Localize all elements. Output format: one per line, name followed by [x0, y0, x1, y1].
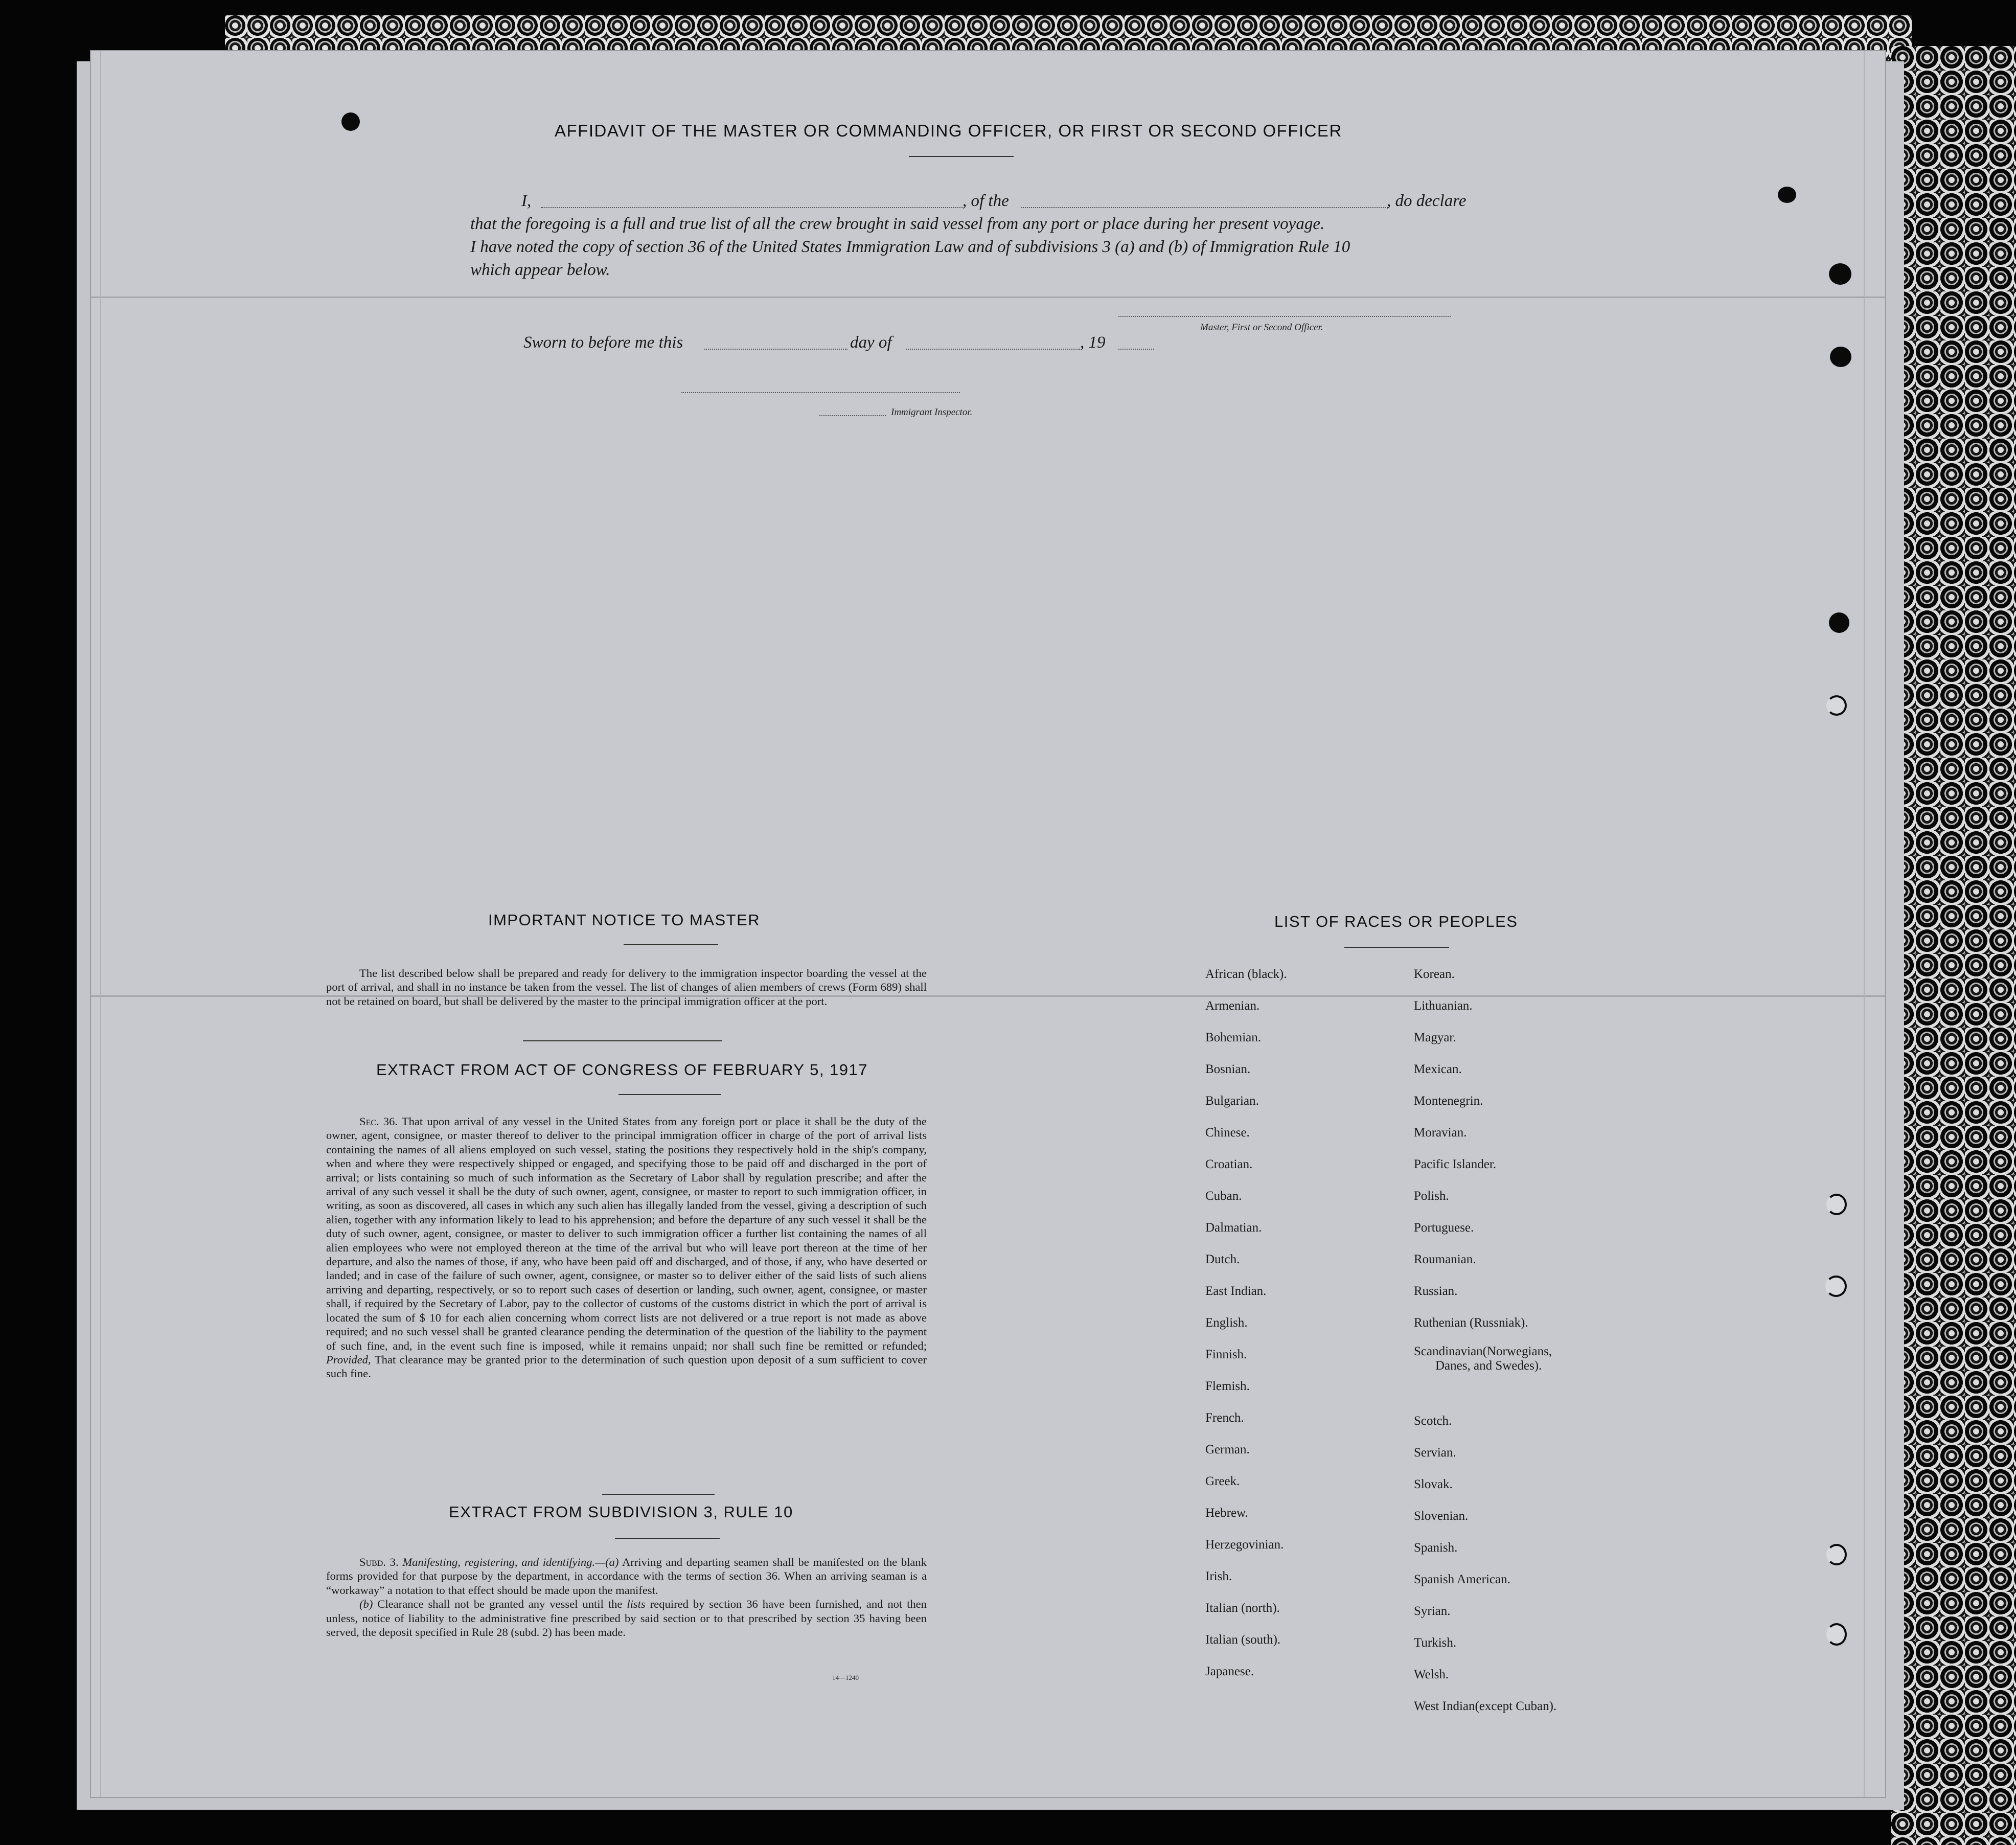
notice-underline	[624, 944, 718, 945]
affidavit-line1-i: I,	[521, 192, 532, 210]
race-item: Finnish.	[1205, 1348, 1247, 1361]
race-item: Slovenian.	[1414, 1509, 1469, 1523]
rule-underline	[615, 1538, 720, 1539]
punch-hole	[1826, 695, 1847, 716]
race-item: German.	[1205, 1443, 1250, 1456]
sworn-year-label: , 19	[1080, 333, 1106, 352]
race-item: East Indian.	[1205, 1284, 1267, 1298]
race-item: Dutch.	[1205, 1252, 1240, 1266]
race-item: Italian (north).	[1205, 1601, 1280, 1615]
name-blank[interactable]	[541, 207, 963, 208]
race-item: West Indian(except Cuban).	[1414, 1699, 1557, 1713]
affidavit-line4: which appear below.	[470, 261, 610, 279]
act-extract-title: EXTRACT FROM ACT OF CONGRESS OF FEBRUARY 5, 1917	[376, 1061, 868, 1079]
section-label: Sec. 36.	[359, 1115, 398, 1128]
paragraph-b-start: Clearance shall not be granted any vessel until the	[377, 1598, 623, 1611]
affidavit-line2: that the foregoing is a full and true list of all the crew brought in said vessel from any port or place during her present voyage.	[470, 215, 1325, 233]
affidavit-line3: I have noted the copy of section 36 of the United States Immigration Law and of subdivisions 3 (a) and (b) of Immigration Rule 10	[470, 238, 1350, 256]
race-item: Irish.	[1205, 1569, 1232, 1583]
paragraph-a: Arriving and departing seamen shall be manifested on the blank forms provided for that purpose by the department, in accordance with the terms of section 36. When an arriving seaman is a “workaway” a notation to that effect should be made upon the manifest.	[326, 1556, 927, 1597]
inspector-signature-blank[interactable]	[681, 392, 960, 393]
race-item: Armenian.	[1205, 999, 1260, 1013]
race-item: Bohemian.	[1205, 1031, 1262, 1044]
page-edge	[100, 51, 101, 1797]
race-item: Spanish.	[1414, 1541, 1458, 1555]
officer-signature-blank[interactable]	[1118, 316, 1451, 317]
races-underline	[1344, 947, 1449, 948]
vessel-blank[interactable]	[1021, 207, 1389, 208]
race-item: Spanish American.	[1414, 1573, 1510, 1586]
race-item: Mexican.	[1414, 1062, 1462, 1076]
race-item: Moravian.	[1414, 1126, 1467, 1140]
sworn-month-blank[interactable]	[906, 349, 1080, 350]
race-item: Russian.	[1414, 1284, 1458, 1298]
punch-hole	[1829, 612, 1849, 633]
race-item: Portuguese.	[1414, 1221, 1474, 1235]
race-item: Pacific Islander.	[1414, 1157, 1497, 1171]
sworn-year-blank[interactable]	[1118, 349, 1154, 350]
race-item: Italian (south).	[1205, 1633, 1281, 1647]
proviso-text: That clearance may be granted prior to the determination of such question upon deposit of a sum sufficient to cover such fine.	[326, 1353, 927, 1380]
act-underline	[618, 1094, 721, 1095]
document-page	[91, 51, 1885, 1797]
race-item: Herzegovinian.	[1205, 1538, 1284, 1552]
race-item: Dalmatian.	[1205, 1221, 1262, 1235]
punch-hole	[1826, 1544, 1847, 1565]
race-item: Ruthenian (Russniak).	[1414, 1316, 1528, 1330]
race-item: Japanese.	[1205, 1665, 1254, 1678]
sworn-day-label: day of	[850, 333, 892, 352]
notice-text	[326, 966, 927, 1008]
affidavit-line1-of: , of the	[963, 192, 1009, 210]
title-underline	[909, 156, 1014, 157]
races-title: LIST OF RACES OR PEOPLES	[1274, 913, 1518, 930]
race-item: Servian.	[1414, 1446, 1456, 1460]
race-item: Lithuanian.	[1414, 999, 1473, 1013]
race-item: Slovak.	[1414, 1477, 1453, 1491]
inspector-label: Immigrant Inspector.	[891, 407, 973, 418]
race-item: Syrian.	[1414, 1604, 1451, 1618]
race-item: Chinese.	[1205, 1126, 1250, 1140]
race-item: French.	[1205, 1411, 1244, 1425]
decorative-border-right	[1891, 46, 2016, 1845]
race-item: English.	[1205, 1316, 1248, 1330]
race-item: Hebrew.	[1205, 1506, 1248, 1520]
race-item: Bosnian.	[1205, 1062, 1251, 1076]
race-item: Bulgarian.	[1205, 1094, 1259, 1108]
section-divider	[523, 1040, 722, 1041]
section-divider	[602, 1494, 715, 1495]
race-item: Roumanian.	[1414, 1252, 1476, 1266]
rule-extract-text	[326, 1555, 927, 1639]
affidavit-title: AFFIDAVIT OF THE MASTER OR COMMANDING OFFICER, OR FIRST OR SECOND OFFICER	[555, 121, 1342, 140]
paragraph-b-rest: required by section 36 have been furnished, and not then unless, notice of liability to the administrative fine prescribed by said section or to that prescribed by section 35 having been served, the deposit specified in Rule 28 (subd. 2) has been made.	[326, 1598, 927, 1639]
race-item: Croatian.	[1205, 1157, 1253, 1171]
punch-hole	[1830, 347, 1851, 367]
race-item: Flemish.	[1205, 1379, 1250, 1393]
notice-title: IMPORTANT NOTICE TO MASTER	[488, 911, 761, 929]
notice-paragraph: The list described below shall be prepared and ready for delivery to the immigration inspector boarding the vessel at the port of arrival, and shall in no instance be taken from the vessel. The list of changes of alien members of crews (Form 689) shall not be retained on board, but shall be delivered by the master to the principal immigration officer at the port.	[326, 967, 927, 1008]
race-item: African (black).	[1205, 967, 1287, 981]
sworn-day-blank[interactable]	[704, 349, 847, 350]
punch-hole	[1778, 187, 1796, 203]
lists-word: lists	[627, 1598, 646, 1611]
subdivision-label: Subd. 3.	[359, 1556, 399, 1568]
race-item: Korean.	[1414, 967, 1455, 981]
race-item: Polish.	[1414, 1189, 1449, 1203]
sworn-prefix: Sworn to before me this	[523, 333, 683, 352]
subdivision-heading: Manifesting, registering, and identifying.—(a)	[402, 1556, 619, 1568]
punch-hole	[341, 112, 360, 131]
affidavit-line1-declare: , do declare	[1387, 192, 1467, 210]
race-item: Magyar.	[1414, 1031, 1456, 1044]
section-36-text: That upon arrival of any vessel in the United States from any foreign port or place it shall be the duty of the owner, agent, consignee, or master thereof to deliver to the principal immigration officer in charge of the port of arrival lists containing the names of all aliens employed on such vessel, stating the positions they respectively hold in the ship's company, when and where they were respectively shipped or engaged, and specifying those to be paid off and discharged in the port of arrival; or lists containing so much of such information as the Secretary of Labor shall by regulation prescribe; and after the arrival of any such vessel it shall be the duty of such owner, agent, consignee, or master to report to such immigration officer, in writing, as soon as discovered, all cases in which any such alien has illegally landed from the vessel, giving a description of such alien, together with any information likely to lead to his apprehension; and before the departure of any such vessel it shall be the duty of such owner, agent, consignee, or master to deliver to such immigration officer a further list containing the names of all alien employees who were not employed thereon at the time of the arrival but who will leave port thereon at the time of her departure, and also the names of those, if any, who have been paid off and discharged, and of those, if any, who have deserted or landed; and in case of the failure of such owner, agent, consignee, or master so to deliver either of the said lists of such aliens arriving and departing, respectively, or so to report such cases of desertion or landing, such owner, agent, consignee, or master shall, if required by the Secretary of Labor, pay to the collector of customs of the customs district in which the port of arrival is located the sum of $ 10 for each alien concerning whom correct lists are not delivered or a true report is not made as above required; and no such vessel shall be granted clearance pending the determination of the question of the liability to the payment of such fine, and, in the event such fine is imposed, while it remains unpaid; nor shall such fine be remitted or refunded;	[326, 1115, 927, 1352]
act-extract-text	[326, 1114, 927, 1381]
page-edge	[1864, 51, 1865, 1797]
race-item: Danes, and Swedes).	[1435, 1359, 1542, 1373]
punch-hole	[1826, 1194, 1847, 1215]
proviso-label: Provided,	[326, 1353, 371, 1366]
punch-hole	[1825, 1275, 1847, 1297]
race-item: Scotch.	[1414, 1414, 1452, 1428]
fold-line	[91, 297, 1885, 298]
race-item: Greek.	[1205, 1474, 1240, 1488]
race-item: Scandinavian(Norwegians,	[1414, 1345, 1552, 1358]
race-item: Cuban.	[1205, 1189, 1242, 1203]
rule-extract-title: EXTRACT FROM SUBDIVISION 3, RULE 10	[449, 1503, 793, 1521]
officer-label: Master, First or Second Officer.	[1200, 322, 1323, 333]
race-item: Montenegrin.	[1414, 1094, 1483, 1108]
race-item: Turkish.	[1414, 1636, 1457, 1650]
punch-hole	[1826, 1623, 1847, 1646]
form-code: 14—1240	[832, 1674, 859, 1681]
punch-hole	[1829, 263, 1851, 285]
race-item: Welsh.	[1414, 1668, 1449, 1681]
inspector-leader-dots	[819, 415, 886, 416]
paragraph-b-label: (b)	[359, 1598, 373, 1611]
